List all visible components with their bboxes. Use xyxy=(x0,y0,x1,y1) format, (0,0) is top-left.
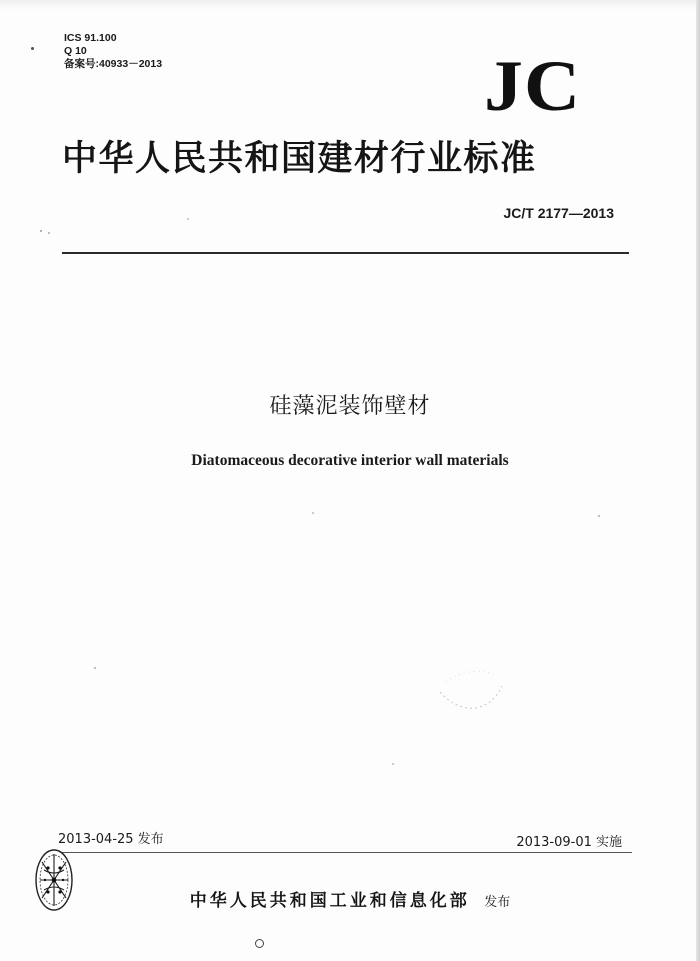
scan-speck xyxy=(187,218,189,220)
scan-shadow-top xyxy=(0,0,700,10)
header-divider xyxy=(62,252,629,254)
scan-shadow-right xyxy=(696,0,700,961)
scan-speck xyxy=(94,667,96,669)
classification-block xyxy=(64,32,162,71)
issuer-verb: 发布 xyxy=(484,895,511,910)
jc-logo: JC xyxy=(484,46,582,126)
standard-number: JC/T 2177—2013 xyxy=(503,205,614,221)
organization-title: 中华人民共和国建材行业标准 xyxy=(62,139,537,179)
issuer-organization: 中华人民共和国工业和信息化部 xyxy=(189,891,470,911)
scan-speck xyxy=(312,512,314,514)
issuer-line xyxy=(0,886,700,911)
standard-title-english: Diatomaceous decorative interior wall materials xyxy=(191,452,509,469)
implementation-date: 2013-09-01 实施 xyxy=(516,835,622,850)
scan-speck xyxy=(598,515,600,517)
faint-stamp-trace xyxy=(436,662,506,712)
scan-speck xyxy=(40,230,42,232)
filing-number: 备案号:40933－2013 xyxy=(64,58,163,70)
ics-code: ICS 91.100 xyxy=(64,32,117,44)
standard-title-chinese: 硅藻泥装饰壁材 xyxy=(269,394,431,419)
ccs-code: Q 10 xyxy=(64,45,87,57)
footer-divider xyxy=(56,852,632,853)
scan-speck xyxy=(31,47,34,50)
publication-date: 2013-04-25 发布 xyxy=(58,832,164,847)
scan-speck xyxy=(48,232,50,234)
ring-mark xyxy=(255,939,264,948)
scan-speck xyxy=(392,763,394,765)
